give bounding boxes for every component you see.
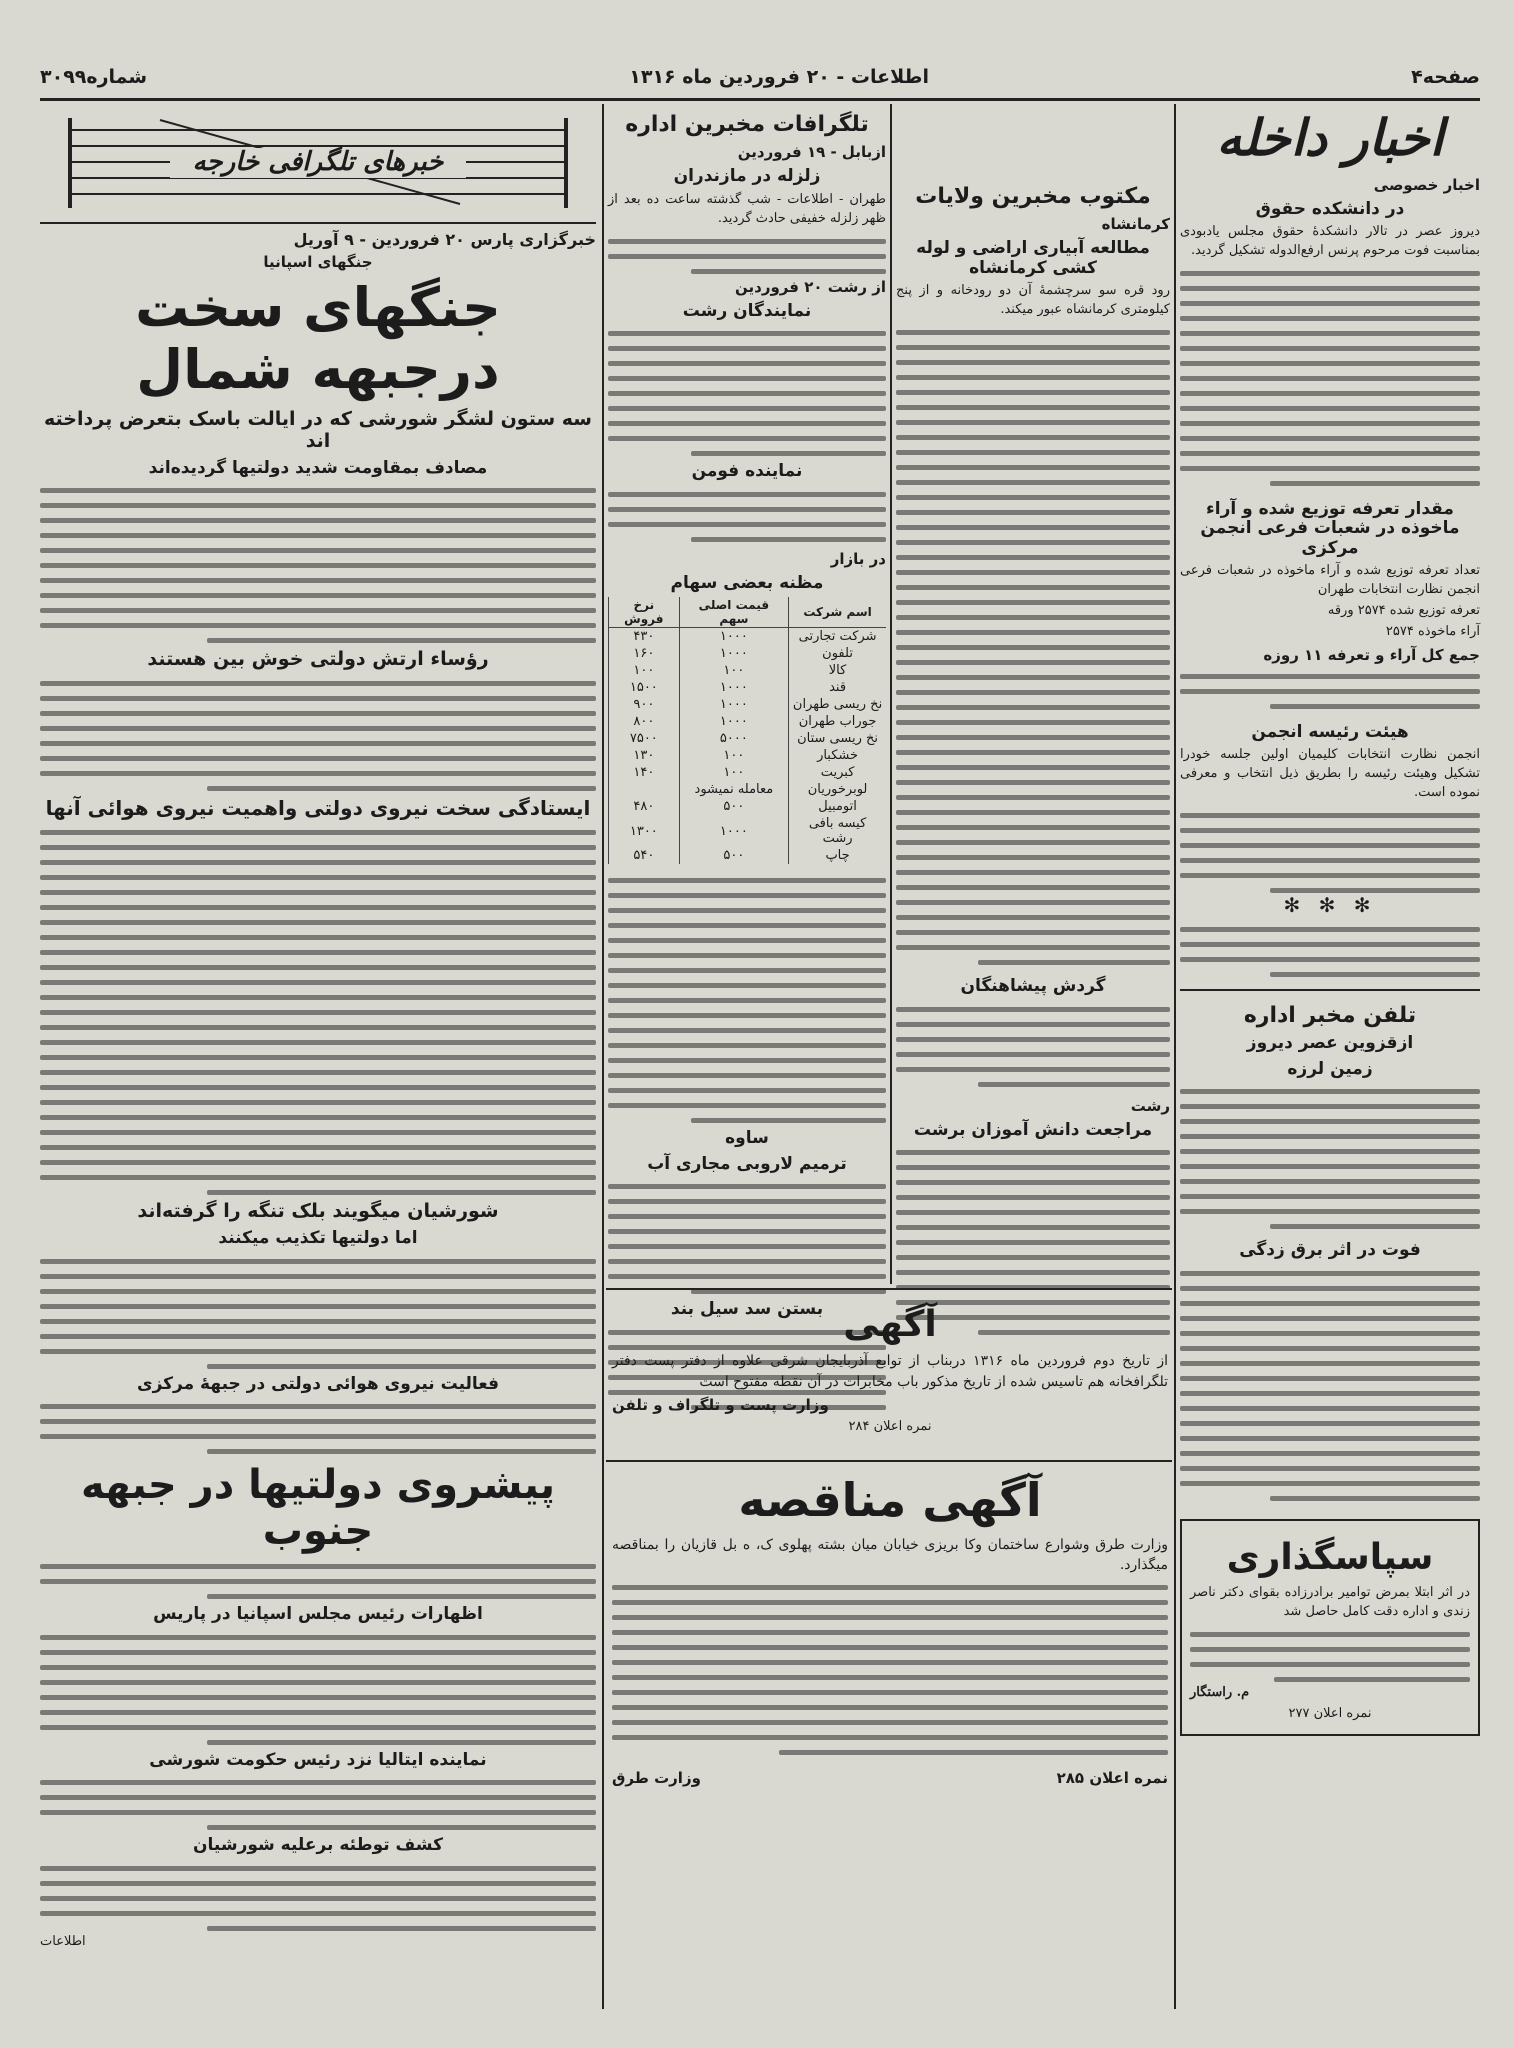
issue-number: شماره۳۰۹۹	[40, 66, 148, 88]
text-block	[1180, 813, 1480, 893]
sub-headline: شورشیان میگویند بلک تنگه را گرفته‌اند	[137, 1200, 499, 1223]
text-block	[40, 1564, 596, 1599]
article-heading: مطالعه آبیاری اراضی و لوله کشی کرمانشاه	[916, 238, 1150, 278]
table-cell: جوراب طهران	[789, 713, 886, 730]
ad-title: آگهی مناقصه	[738, 1473, 1042, 1527]
section-title: تلگرافات مخبرین اداره	[625, 112, 869, 137]
article-heading: در دانشکده حقوق	[1255, 198, 1405, 219]
table-cell: معامله نمیشود	[679, 781, 788, 798]
table-cell: ۱۵۰۰	[609, 679, 680, 696]
ad-tender	[612, 1468, 1168, 2008]
table-cell: ۱۰۰۰	[679, 679, 788, 696]
stat-row: آراء ماخوذه ۲۵۷۴	[1385, 623, 1480, 639]
table-cell: قند	[789, 679, 886, 696]
text-block	[1180, 1271, 1480, 1501]
table-cell: کالا	[789, 662, 886, 679]
ad-signature: وزارت پست و تلگراف و تلفن	[612, 1395, 829, 1414]
table-cell: ۷۵۰۰	[609, 730, 680, 747]
table-cell: ۴۳۰	[609, 628, 680, 646]
article-heading: مراجعت دانش آموزان برشت	[913, 1119, 1153, 1140]
table-cell: ۱۰۰۰	[679, 815, 788, 847]
ad-text: در اثر ابتلا بمرض توامیر برادرزاده بقوای دکتر ناصر زندی و اداره دقت کامل حاصل شد	[1190, 1585, 1470, 1619]
table-cell: خشکبار	[789, 747, 886, 764]
article-heading: نمایندگان رشت	[682, 300, 812, 321]
section-title: مکتوب مخبرین ولایات	[915, 184, 1151, 209]
table-cell: نخ ریسی طهران	[789, 696, 886, 713]
article-text: طهران - اطلاعات - شب گذشته ساعت ده بعد از ظهر زلزله خفیفی حادث گردید.	[608, 191, 886, 226]
article-heading: تلفن مخبر اداره	[1243, 1002, 1417, 1028]
table-cell: لوبرخوریان	[789, 781, 886, 798]
table-cell: ۱۰۰	[679, 662, 788, 679]
table-cell: ۱۰۰۰	[679, 645, 788, 662]
article-heading: نماینده فومن	[691, 461, 803, 482]
section-tag: جنگهای اسپانیا	[263, 253, 373, 271]
text-block	[608, 331, 886, 456]
banner-title: خبرهای تلگرافی خارجه	[170, 148, 466, 178]
text-block	[1180, 674, 1480, 709]
table-row	[609, 781, 887, 798]
text-block	[608, 492, 886, 542]
section-rule	[606, 1460, 1172, 1462]
table-cell: تلفون	[789, 645, 886, 662]
sub-headline: کشف توطئه برعلیه شورشیان	[193, 1835, 443, 1856]
text-block	[1180, 1089, 1480, 1229]
column-header: اسم شرکت	[789, 597, 886, 628]
text-block	[608, 1184, 886, 1294]
article-heading: ازقزوین عصر دیروز	[1246, 1033, 1414, 1054]
table-cell	[609, 781, 680, 798]
column-domestic-news	[1180, 104, 1480, 2014]
stat-row: تعرفه توزیع شده ۲۵۷۴ ورقه	[1327, 603, 1480, 619]
ad-post-office	[612, 1296, 1168, 1456]
text-block	[896, 1007, 1170, 1087]
page-header	[40, 60, 1480, 94]
column-telegrams	[608, 104, 886, 1320]
text-block	[1180, 271, 1480, 486]
table-row	[609, 696, 887, 713]
header-rule	[40, 98, 1480, 101]
article-text: دیروز عصر در تالار دانشکدهٔ حقوق مجلس یادبودی بمناسبت فوت مرحوم پرنس ارفع‌الدوله تشکیل گردید.	[1180, 224, 1480, 258]
ad-signature: وزارت طرق	[612, 1769, 701, 1788]
stat-total: جمع کل آراء و تعرفه ۱۱ روزه	[1263, 645, 1480, 664]
ad-number: نمره اعلان ۲۸۴	[848, 1418, 932, 1434]
sub-headline: اظهارات رئیس مجلس اسپانیا در پاریس	[153, 1604, 483, 1625]
table-cell: ۱۰۰	[679, 747, 788, 764]
article-heading: فوت در اثر برق زدگی	[1239, 1240, 1421, 1261]
table-cell: ۵۰۰	[679, 847, 788, 864]
dateline: ازبابل - ۱۹ فروردین	[737, 143, 886, 162]
text-block	[1180, 927, 1480, 977]
text-block	[1190, 1632, 1470, 1682]
table-cell: کبریت	[789, 764, 886, 781]
ornament-icon: ✻ ✻ ✻	[1283, 892, 1377, 917]
sub-headline: فعالیت نیروی هوائی دولتی در جبههٔ مرکزی	[136, 1373, 500, 1394]
table-row	[609, 798, 887, 815]
table-cell: ۱۳۰	[609, 747, 680, 764]
column-provincial-news	[896, 104, 1170, 1284]
city-heading: کرمانشاه	[1101, 215, 1170, 234]
text-block	[40, 1635, 596, 1745]
table-cell: ۱۳۰۰	[609, 815, 680, 847]
text-block	[40, 1780, 596, 1830]
article-heading: ساوه	[725, 1128, 769, 1149]
text-block	[608, 878, 886, 1123]
table-cell: ۵۰۰۰	[679, 730, 788, 747]
text-block	[40, 1404, 596, 1454]
section-title: اخبار خصوصی	[1373, 175, 1480, 194]
article-text: تعداد تعرفه توزیع شده و آراء ماخوذه در شعبات فرعی انجمن نظارت انتخابات طهران	[1180, 563, 1480, 598]
ad-title: آگهی	[843, 1304, 937, 1345]
table-cell: ۱۴۰	[609, 764, 680, 781]
city-heading: رشت	[1130, 1096, 1170, 1115]
table-cell: ۴۸۰	[609, 798, 680, 815]
table-title: مظنه بعضی سهام	[670, 572, 824, 593]
column-divider	[890, 104, 892, 1284]
table-row	[609, 764, 887, 781]
sub-headline: نماینده ایتالیا نزد رئیس حکومت شورشی	[149, 1749, 487, 1770]
ad-text: وزارت طرق وشوارع ساختمان وکا بریزی خیابان میان بشته پهلوی ک، ه بل قازیان را بمناقصه میگذارد.	[612, 1536, 1168, 1574]
table-cell: اتومبیل	[789, 798, 886, 815]
credit: اطلاعات	[40, 1933, 86, 1949]
text-block	[40, 1259, 596, 1369]
table-cell: ۱۶۰	[609, 645, 680, 662]
column-foreign-news	[40, 104, 596, 2014]
text-block	[40, 681, 596, 791]
column-divider	[602, 104, 604, 2009]
ad-number: نمره اعلان ۲۷۷	[1288, 1705, 1372, 1721]
column-header: قیمت اصلی سهم	[679, 597, 788, 628]
ad-signature: م. راستگار	[1190, 1684, 1250, 1700]
text-block	[608, 239, 886, 274]
table-cell: کیسه بافی رشت	[789, 815, 886, 847]
table-row	[609, 847, 887, 864]
stock-table	[608, 597, 886, 864]
banner-foreign-telegrams	[40, 104, 596, 224]
dateline: اطلاعات - ۲۰ فروردین ماه ۱۳۱۶	[629, 66, 929, 88]
table-cell: ۵۴۰	[609, 847, 680, 864]
table-cell: ۱۰۰	[609, 662, 680, 679]
table-row	[609, 730, 887, 747]
table-row	[609, 679, 887, 696]
table-cell: چاپ	[789, 847, 886, 864]
table-cell: ۸۰۰	[609, 713, 680, 730]
byline: خبرگزاری پارس ۲۰ فروردین - ۹ آوریل	[293, 230, 596, 249]
ad-text: از تاریخ دوم فروردین ماه ۱۳۱۶ دربناب از توابع آذربایجان شرقی علاوه از دفتر پست دفتر تلگرافخانه هم تاسیس شده از تاریخ مذکور باب مخابرات در آن نقطه مفتوح است	[612, 1353, 1169, 1390]
table-row	[609, 713, 887, 730]
article-text: رود قره سو سرچشمهٔ آن دو رودخانه و از پنج کیلومتری کرمانشاه عبور میکند.	[896, 283, 1170, 318]
thanks-ad	[1180, 1519, 1480, 1736]
article-heading: زلزله در مازندران	[673, 166, 821, 187]
table-row	[609, 645, 887, 662]
article-heading: مقدار تعرفه توزیع شده و آراء ماخوذه در شعبات فرعی انجمن مرکزی	[1200, 498, 1460, 558]
table-row	[609, 662, 887, 679]
text-block	[896, 330, 1170, 965]
table-cell: ۱۰۰۰	[679, 713, 788, 730]
sub-headline: اما دولتیها تکذیب میکنند	[218, 1228, 418, 1249]
table-cell: نخ ریسی ستان	[789, 730, 886, 747]
sub-headline: ایستادگی سخت نیروی دولتی واهمیت نیروی هوائی آنها	[45, 796, 591, 821]
text-block	[612, 1585, 1168, 1755]
sub-headline: مصادف بمقاومت شدید دولتیها گردیده‌اند	[148, 457, 488, 478]
article-heading: گردش پیشاهنگان	[960, 976, 1106, 997]
section-rule	[1180, 989, 1480, 991]
column-divider	[1174, 104, 1176, 2009]
table-cell: ۹۰۰	[609, 696, 680, 713]
article-heading: هیئت رئیسه انجمن	[1251, 721, 1409, 742]
column-header: نرخ فروش	[609, 597, 680, 628]
table-row	[609, 628, 887, 646]
masthead-domestic: اخبار داخله	[1216, 109, 1444, 167]
article-heading: بستن سد سیل بند	[670, 1299, 824, 1320]
page-number: صفحه۴	[1411, 66, 1480, 88]
text-block	[40, 488, 596, 643]
table-cell: شرکت تجارتی	[789, 628, 886, 646]
table-cell: ۱۰۰۰	[679, 696, 788, 713]
article-heading: زمین لرزه	[1287, 1058, 1373, 1079]
ad-number: نمره اعلان ۲۸۵	[1056, 1769, 1168, 1788]
main-headline: جنگهای سخت درجبهه شمال	[135, 276, 501, 402]
section-rule	[606, 1288, 1172, 1290]
section-title: در بازار	[830, 549, 886, 568]
text-block	[40, 830, 596, 1195]
table-cell: ۵۰۰	[679, 798, 788, 815]
sub-headline: رؤساء ارتش دولتی خوش بین هستند	[147, 648, 489, 671]
text-block	[40, 1866, 596, 1931]
table-row	[609, 815, 887, 847]
ad-title: سپاسگذاری	[1226, 1536, 1434, 1578]
table-header-row	[609, 597, 887, 628]
headline-south-front: پیشروی دولتیها در جبهه جنوب	[80, 1462, 556, 1555]
article-heading: ترمیم لاروبی مجاری آب	[647, 1153, 847, 1174]
deck: سه ستون لشگر شورشی که در ایالت باسک بتعرض پرداخته اند	[44, 408, 592, 453]
table-cell: ۱۰۰۰	[679, 628, 788, 646]
table-row	[609, 747, 887, 764]
dateline: از رشت ۲۰ فروردین	[735, 277, 886, 296]
table-cell: ۱۰۰	[679, 764, 788, 781]
article-text: انجمن نظارت انتخابات کلیمیان اولین جلسه خودرا تشکیل وهیئت رئیسه را بطریق ذیل انتخاب و معرفی نموده است.	[1180, 747, 1480, 800]
